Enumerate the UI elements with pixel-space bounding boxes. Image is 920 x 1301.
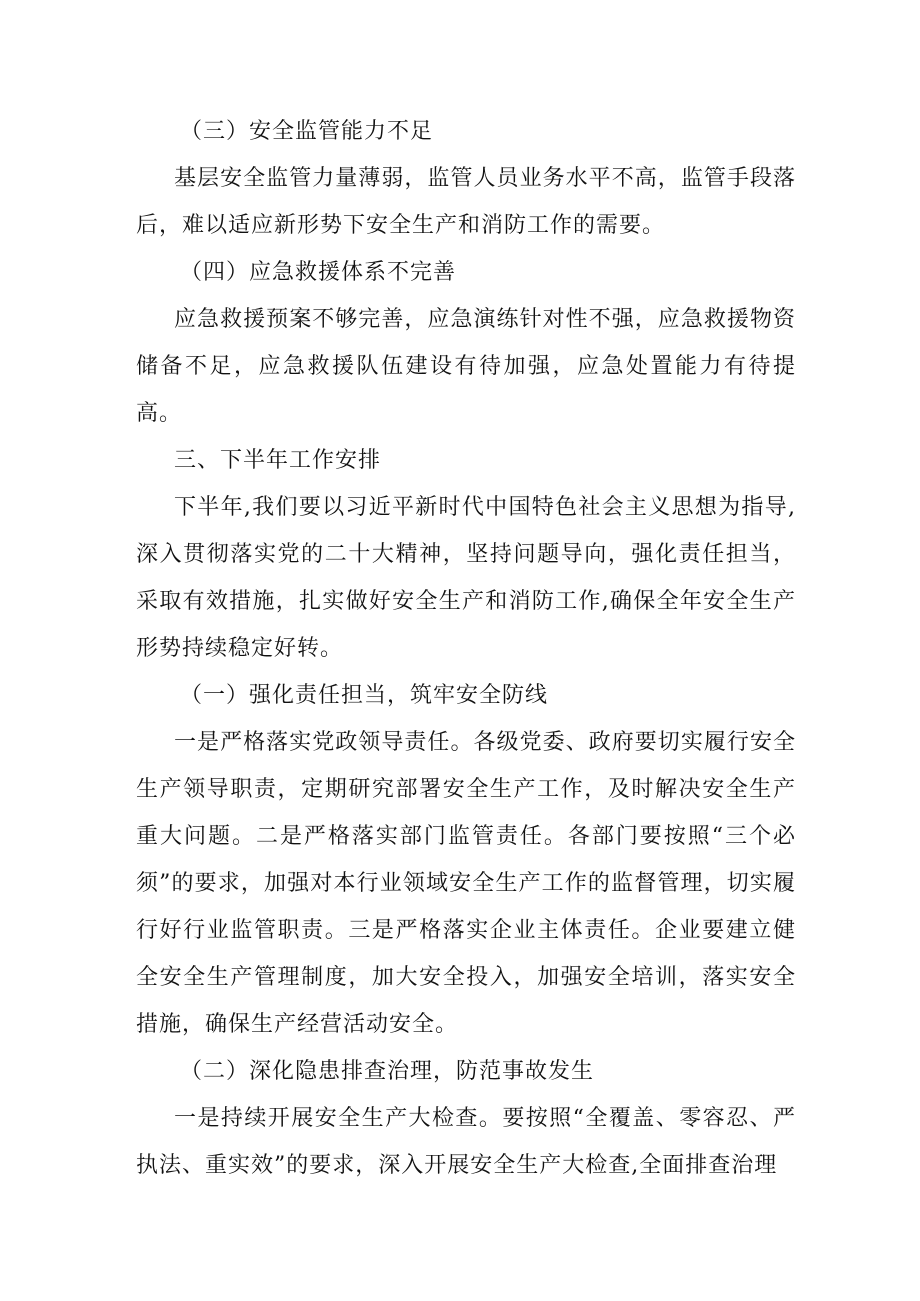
section-subheading-4: （四）应急救援体系不完善 <box>180 260 457 285</box>
section-subheading-1: （一）强化责任担当，筑牢安全防线 <box>180 683 549 708</box>
paragraph-responsibility: 一是严格落实党政领导责任。各级党委、政府要切实履行安全生产领导职责，定期研究部署安全生产工作，及时解决安全生产重大问题。二是严格落实部门监管责任。各部门要按照“三个必须”的要求，加强对本行业领域安全生产工作的监督管理，切实履行好行业监管职责。三是严格落实企业主体责任。企业要建立健全安全生产管理制度，加大安全投入，加强安全培训，落实安全措施，确保生产经营活动安全。 <box>136 730 796 1037</box>
document-body <box>136 108 796 1189</box>
section-subheading-2: （二）深化隐患排查治理，防范事故发生 <box>180 1059 595 1084</box>
paragraph-emergency: 应急救援预案不够完善，应急演练针对性不强，应急救援物资储备不足，应急救援队伍建设有待加强，应急处置能力有待提高。 <box>136 307 796 426</box>
section-subheading-3: （三）安全监管能力不足 <box>180 119 434 144</box>
paragraph-supervision: 基层安全监管力量薄弱，监管人员业务水平不高，监管手段落后，难以适应新形势下安全生产和消防工作的需要。 <box>136 166 796 238</box>
paragraph-second-half-intro: 下半年,我们要以习近平新时代中国特色社会主义思想为指导,深入贯彻落实党的二十大精神，坚持问题导向，强化责任担当，采取有效措施，扎实做好安全生产和消防工作,确保全年安全生产形势持续稳定好转。 <box>136 495 796 661</box>
paragraph-inspection: 一是持续开展安全生产大检查。要按照“全覆盖、零容忍、严执法、重实效”的要求，深入开展安全生产大检查,全面排查治理 <box>136 1106 796 1178</box>
section-heading-3: 三、下半年工作安排 <box>174 448 382 473</box>
